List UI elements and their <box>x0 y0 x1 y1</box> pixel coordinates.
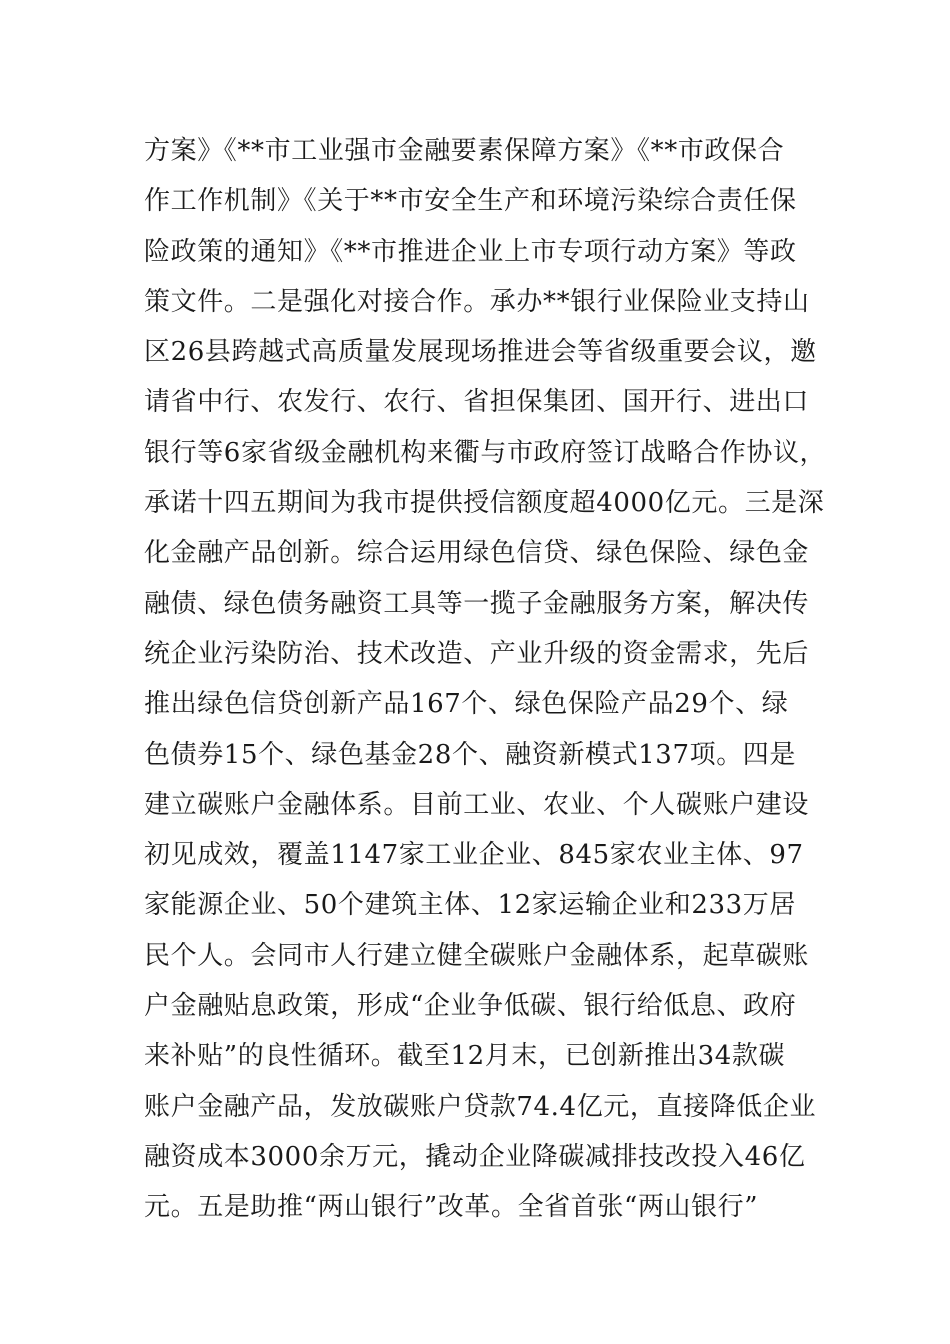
text-line: 初见成效，覆盖1147家工业企业、845家农业主体、97 <box>144 840 804 871</box>
text-line: 元。五是助推“两山银行”改革。全省首张“两山银行” <box>144 1192 759 1223</box>
text-line: 推出绿色信贷创新产品167个、绿色保险产品29个、绿 <box>144 689 789 720</box>
text-line: 家能源企业、50个建筑主体、12家运输企业和233万居 <box>144 890 796 921</box>
text-line: 请省中行、农发行、农行、省担保集团、国开行、进出口 <box>144 387 810 418</box>
text-line: 化金融产品创新。综合运用绿色信贷、绿色保险、绿色金 <box>144 538 810 569</box>
text-line: 承诺十四五期间为我市提供授信额度超4000亿元。三是深 <box>144 488 825 519</box>
text-line: 银行等6家省级金融机构来衢与市政府签订战略合作协议， <box>144 437 827 468</box>
text-line: 策文件。二是强化对接合作。承办**银行业保险业支持山 <box>144 286 810 317</box>
text-line: 账户金融产品，发放碳账户贷款74.4亿元，直接降低企业 <box>144 1091 817 1122</box>
body-paragraph <box>144 126 827 1233</box>
text-line: 险政策的通知》《**市推进企业上市专项行动方案》等政 <box>144 236 797 267</box>
text-line: 来补贴”的良性循环。截至12月末，已创新推出34款碳 <box>144 1041 786 1072</box>
text-line: 建立碳账户金融体系。目前工业、农业、个人碳账户建设 <box>144 789 810 820</box>
text-line: 融资成本3000余万元，撬动企业降碳减排技改投入46亿 <box>144 1141 806 1172</box>
text-line: 色债券15个、绿色基金28个、融资新模式137项。四是 <box>144 739 796 770</box>
text-line: 户金融贴息政策，形成“企业争低碳、银行给低息、政府 <box>144 991 797 1022</box>
text-line: 民个人。会同市人行建立健全碳账户金融体系，起草碳账 <box>144 940 810 971</box>
text-line: 融债、绿色债务融资工具等一揽子金融服务方案，解决传 <box>144 588 810 619</box>
text-line: 区26县跨越式高质量发展现场推进会等省级重要会议，邀 <box>144 337 817 368</box>
text-line: 统企业污染防治、技术改造、产业升级的资金需求，先后 <box>144 638 810 669</box>
text-line: 作工作机制》《关于**市安全生产和环境污染综合责任保 <box>144 186 797 217</box>
text-line: 方案》《**市工业强市金融要素保障方案》《**市政保合 <box>144 136 785 166</box>
